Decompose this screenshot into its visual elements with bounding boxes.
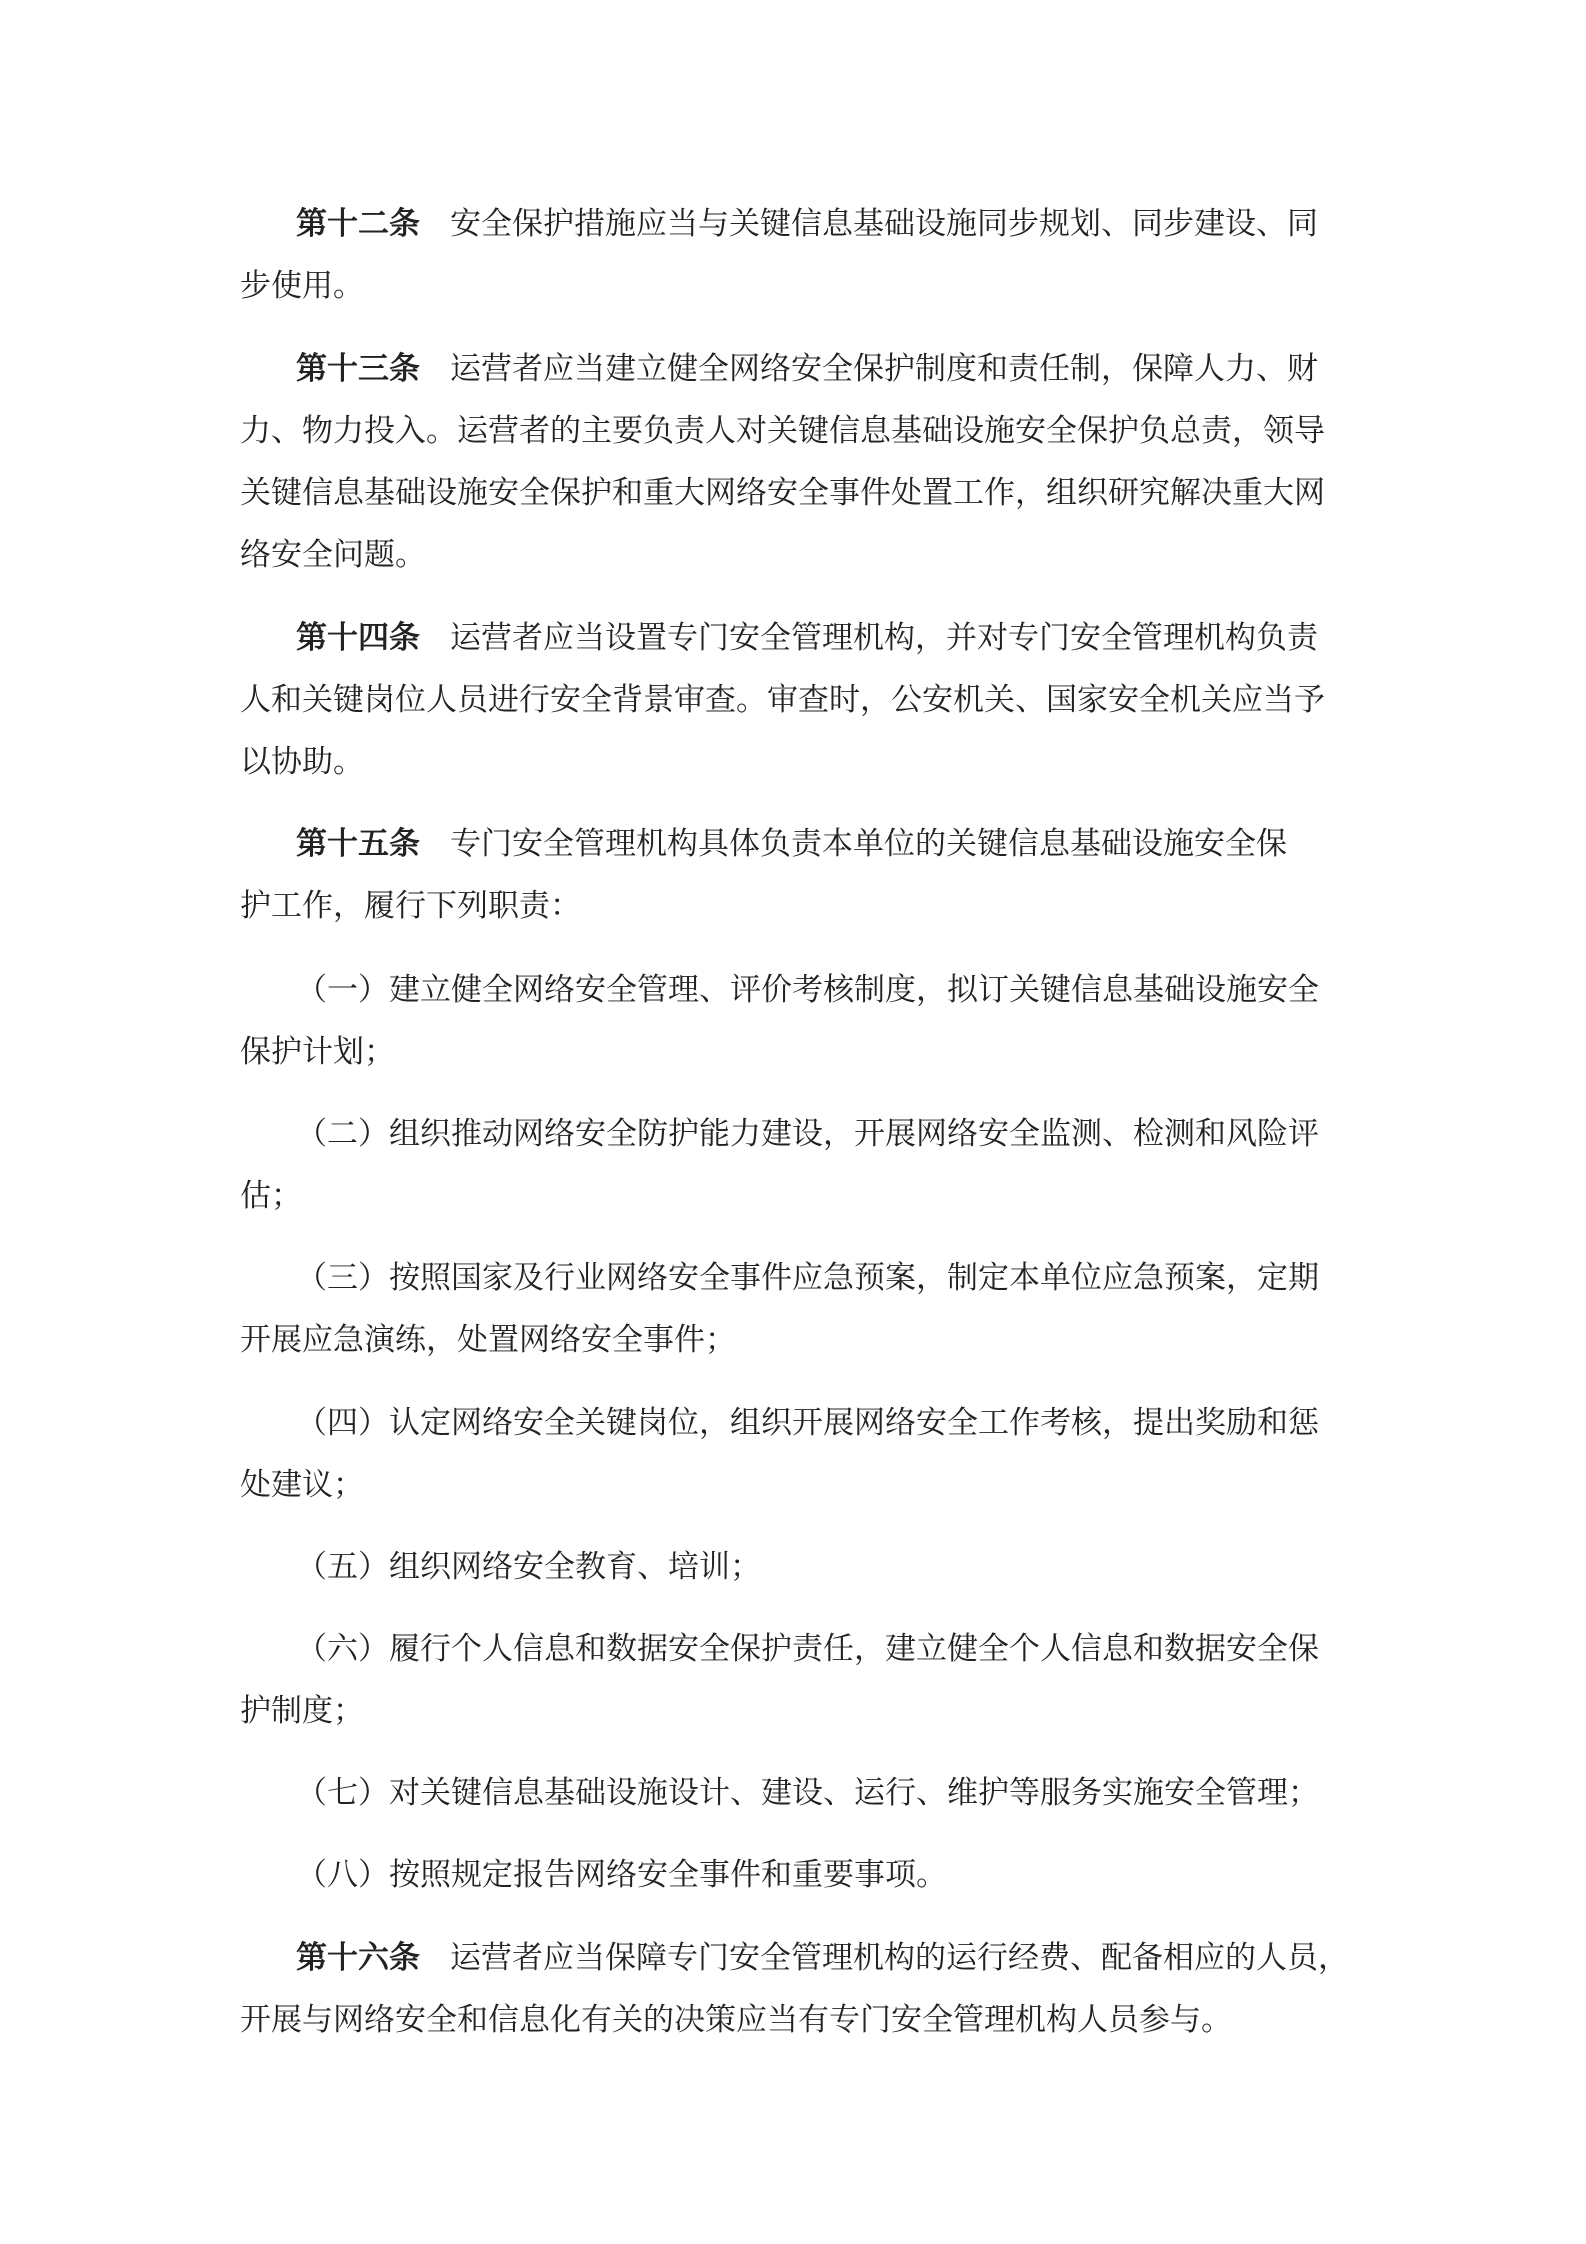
line-text: 保护计划； bbox=[240, 1034, 395, 1070]
article-heading: 第十六条 bbox=[296, 1940, 420, 1976]
text-line bbox=[240, 1103, 1350, 1165]
list-item bbox=[240, 1247, 1350, 1371]
text-line bbox=[240, 1536, 1350, 1598]
line-text: 络安全问题。 bbox=[240, 537, 426, 573]
list-item bbox=[240, 1762, 1350, 1824]
text-line bbox=[240, 959, 1350, 1021]
line-text: （五）组织网络安全教育、培训； bbox=[296, 1549, 761, 1585]
line-text: 估； bbox=[240, 1178, 302, 1214]
text-line bbox=[240, 1680, 1350, 1742]
text-line bbox=[240, 1844, 1350, 1906]
text-line bbox=[240, 1989, 1350, 2051]
list-item bbox=[240, 1392, 1350, 1516]
text-line bbox=[240, 731, 1350, 793]
text-line bbox=[240, 1618, 1350, 1680]
line-text: （二）组织推动网络安全防护能力建设，开展网络安全监测、检测和风险评 bbox=[296, 1116, 1319, 1152]
line-text: 安全保护措施应当与关键信息基础设施同步规划、同步建设、同 bbox=[450, 206, 1318, 242]
article-paragraph bbox=[240, 193, 1350, 317]
line-text: （八）按照规定报告网络安全事件和重要事项。 bbox=[296, 1857, 947, 1893]
list-item bbox=[240, 959, 1350, 1083]
line-text: 处建议； bbox=[240, 1467, 364, 1503]
article-paragraph bbox=[240, 813, 1350, 937]
line-text: （四）认定网络安全关键岗位，组织开展网络安全工作考核，提出奖励和惩 bbox=[296, 1405, 1319, 1441]
text-line bbox=[240, 255, 1350, 317]
text-line bbox=[240, 669, 1350, 731]
list-item bbox=[240, 1536, 1350, 1598]
line-text: 人和关键岗位人员进行安全背景审查。审查时，公安机关、国家安全机关应当予 bbox=[240, 682, 1325, 718]
line-text: 护工作，履行下列职责： bbox=[240, 888, 581, 924]
text-line bbox=[240, 1762, 1350, 1824]
article-paragraph bbox=[240, 607, 1350, 793]
text-line bbox=[240, 1927, 1350, 1989]
line-text: （一）建立健全网络安全管理、评价考核制度，拟订关键信息基础设施安全 bbox=[296, 972, 1319, 1008]
line-text: （六）履行个人信息和数据安全保护责任，建立健全个人信息和数据安全保 bbox=[296, 1631, 1319, 1667]
text-line bbox=[240, 813, 1350, 875]
article-paragraph bbox=[240, 1927, 1350, 2051]
text-line bbox=[240, 462, 1350, 524]
line-text: 步使用。 bbox=[240, 268, 364, 304]
line-text: 开展与网络安全和信息化有关的决策应当有专门安全管理机构人员参与。 bbox=[240, 2002, 1232, 2038]
text-line bbox=[240, 875, 1350, 937]
line-text: 关键信息基础设施安全保护和重大网络安全事件处置工作，组织研究解决重大网 bbox=[240, 475, 1325, 511]
line-text: 运营者应当建立健全网络安全保护制度和责任制，保障人力、财 bbox=[450, 351, 1318, 387]
article-heading: 第十五条 bbox=[296, 826, 420, 862]
article-paragraph bbox=[240, 338, 1350, 586]
article-heading: 第十二条 bbox=[296, 206, 420, 242]
line-text: 专门安全管理机构具体负责本单位的关键信息基础设施安全保 bbox=[450, 826, 1287, 862]
line-text: 护制度； bbox=[240, 1693, 364, 1729]
list-item bbox=[240, 1103, 1350, 1227]
text-line bbox=[240, 1454, 1350, 1516]
line-text: 以协助。 bbox=[240, 744, 364, 780]
text-line bbox=[240, 193, 1350, 255]
text-line bbox=[240, 1247, 1350, 1309]
text-line bbox=[240, 338, 1350, 400]
line-text: 开展应急演练，处置网络安全事件； bbox=[240, 1322, 736, 1358]
text-line bbox=[240, 1309, 1350, 1371]
line-text: 运营者应当保障专门安全管理机构的运行经费、配备相应的人员， bbox=[450, 1940, 1349, 1976]
list-item bbox=[240, 1844, 1350, 1906]
text-line bbox=[240, 1165, 1350, 1227]
article-heading: 第十三条 bbox=[296, 351, 420, 387]
article-heading: 第十四条 bbox=[296, 620, 420, 656]
line-text: （七）对关键信息基础设施设计、建设、运行、维护等服务实施安全管理； bbox=[296, 1775, 1319, 1811]
text-line bbox=[240, 524, 1350, 586]
line-text: 力、物力投入。运营者的主要负责人对关键信息基础设施安全保护负总责，领导 bbox=[240, 413, 1325, 449]
line-text: （三）按照国家及行业网络安全事件应急预案，制定本单位应急预案，定期 bbox=[296, 1260, 1319, 1296]
text-line bbox=[240, 1021, 1350, 1083]
line-text: 运营者应当设置专门安全管理机构，并对专门安全管理机构负责 bbox=[450, 620, 1318, 656]
list-item bbox=[240, 1618, 1350, 1742]
text-line bbox=[240, 607, 1350, 669]
text-line bbox=[240, 1392, 1350, 1454]
text-line bbox=[240, 400, 1350, 462]
